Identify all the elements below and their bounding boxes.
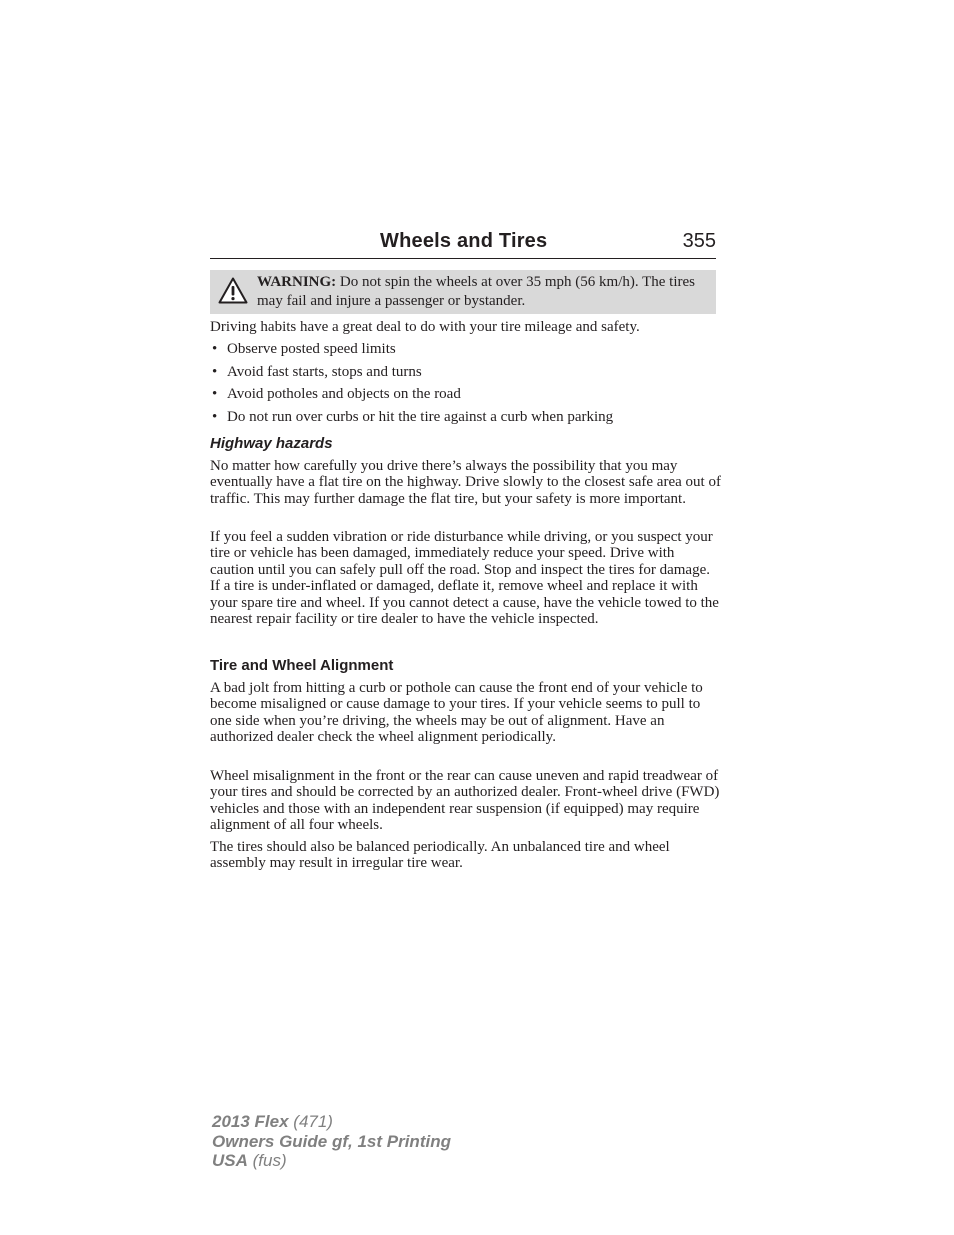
warning-triangle-icon <box>218 277 248 304</box>
warning-label: WARNING: <box>257 274 337 290</box>
print-footer <box>212 1112 451 1171</box>
footer-line-region: USA (fus) <box>212 1151 287 1170</box>
warning-message: Do not spin the wheels at over 35 mph (56 km/h). The tires may fail and injure a passenger or bystander. <box>257 274 695 309</box>
footer-line-model: 2013 Flex (471) <box>212 1112 333 1131</box>
intro-paragraph: Driving habits have a great deal to do with your tire mileage and safety. <box>210 319 640 335</box>
section-title: Wheels and Tires <box>380 230 548 252</box>
bullet-dot: • <box>212 386 218 402</box>
paragraph: Wheel misalignment in the front or the rear can cause uneven and rapid treadwear of your tires and should be corrected by an authorized dealer. Front-wheel drive (FWD) vehicles and those with an independent rear suspension (if equipped) may require alignment of all four wheels. <box>210 768 720 834</box>
warning-text <box>257 273 707 311</box>
list-item-text: Observe posted speed limits <box>227 341 396 357</box>
paragraph: The tires should also be balanced periodically. An unbalanced tire and wheel assembly may result in irregular tire wear. <box>210 839 670 872</box>
bullet-dot: • <box>212 341 218 357</box>
page-number: 355 <box>682 230 716 252</box>
list-item-text: Avoid potholes and objects on the road <box>227 386 461 402</box>
paragraph: A bad jolt from hitting a curb or pothole can cause the front end of your vehicle to become misaligned or cause damage to your tires. If your vehicle seems to pull to one side when you’re driving, the wheels may be out of alignment. Have an authorized dealer check the wheel alignment periodically. <box>210 680 703 746</box>
paragraph: No matter how carefully you drive there’s always the possibility that you may eventually have a flat tire on the highway. Drive slowly to the closest safe area out of traffic. This may further damage the flat tire, but your safety is more important. <box>210 458 721 507</box>
subheading-highway-hazards: Highway hazards <box>210 435 333 452</box>
list-item-text: Do not run over curbs or hit the tire against a curb when parking <box>227 409 614 425</box>
subheading-tire-wheel-alignment: Tire and Wheel Alignment <box>210 657 394 674</box>
warning-callout <box>210 270 716 314</box>
page-header <box>210 228 716 259</box>
bullet-dot: • <box>212 364 218 380</box>
footer-line-guide: Owners Guide gf, 1st Printing <box>212 1131 451 1151</box>
paragraph: If you feel a sudden vibration or ride disturbance while driving, or you suspect your tire or vehicle has been damaged, immediately reduce your speed. Drive with caution until you can safely pull off the road. Stop and inspect the tires for damage. If a tire is under-inflated or damaged, deflate it, remove wheel and replace it with your spare tire and wheel. If you cannot detect a cause, have the vehicle towed to the nearest repair facility or tire dealer to have the vehicle inspected. <box>210 529 719 628</box>
bullet-dot: • <box>212 409 218 425</box>
list-item-text: Avoid fast starts, stops and turns <box>227 364 422 380</box>
